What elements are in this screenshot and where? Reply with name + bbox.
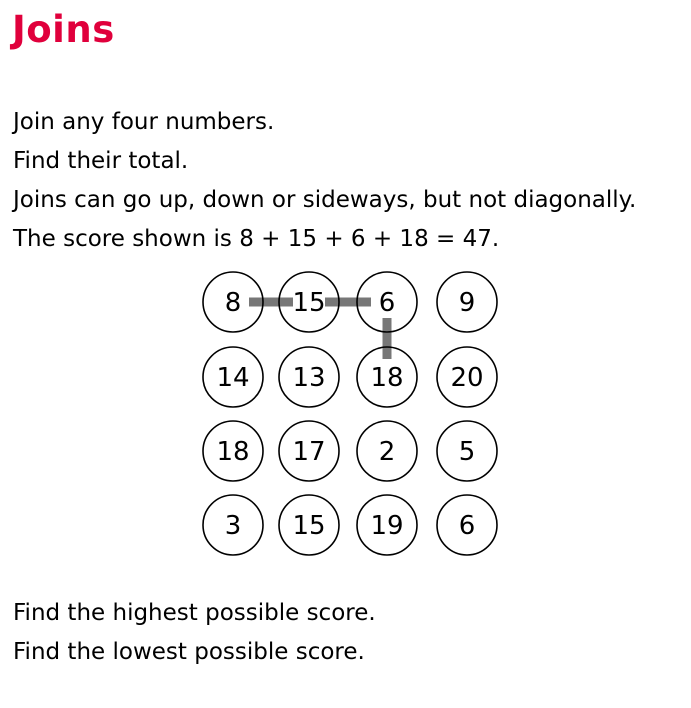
number-label: 15 [292,511,326,541]
number-label: 18 [370,363,404,393]
number-cell [279,421,339,481]
number-cell [437,495,497,555]
number-cell [203,421,263,481]
number-cell [437,421,497,481]
instruction-line: Join any four numbers. [13,109,275,135]
instruction-line: The score shown is 8 + 15 + 6 + 18 = 47. [13,226,500,252]
number-cell [203,347,263,407]
number-label: 5 [458,437,476,467]
questions-list [13,594,376,672]
number-cell [357,421,417,481]
number-label: 3 [224,511,242,541]
number-label: 20 [450,363,484,393]
question-line: Find the highest possible score. [13,600,376,626]
number-label: 19 [370,511,404,541]
number-label: 17 [292,437,326,467]
page-title: Joins [12,8,115,51]
number-cell [437,347,497,407]
number-label: 6 [378,288,396,318]
number-cell [279,495,339,555]
number-label: 18 [216,437,250,467]
number-cell [357,495,417,555]
question-line: Find the lowest possible score. [13,639,365,665]
number-cell [437,272,497,332]
number-cell [203,495,263,555]
number-label: 6 [458,511,476,541]
number-label: 13 [292,363,326,393]
number-label: 8 [224,288,242,318]
number-label: 2 [378,437,396,467]
number-label: 14 [216,363,250,393]
instruction-line: Joins can go up, down or sideways, but not diagonally. [13,187,637,213]
number-label: 9 [458,288,476,318]
instruction-line: Find their total. [13,148,189,174]
number-label: 15 [292,288,326,318]
number-cell [279,347,339,407]
